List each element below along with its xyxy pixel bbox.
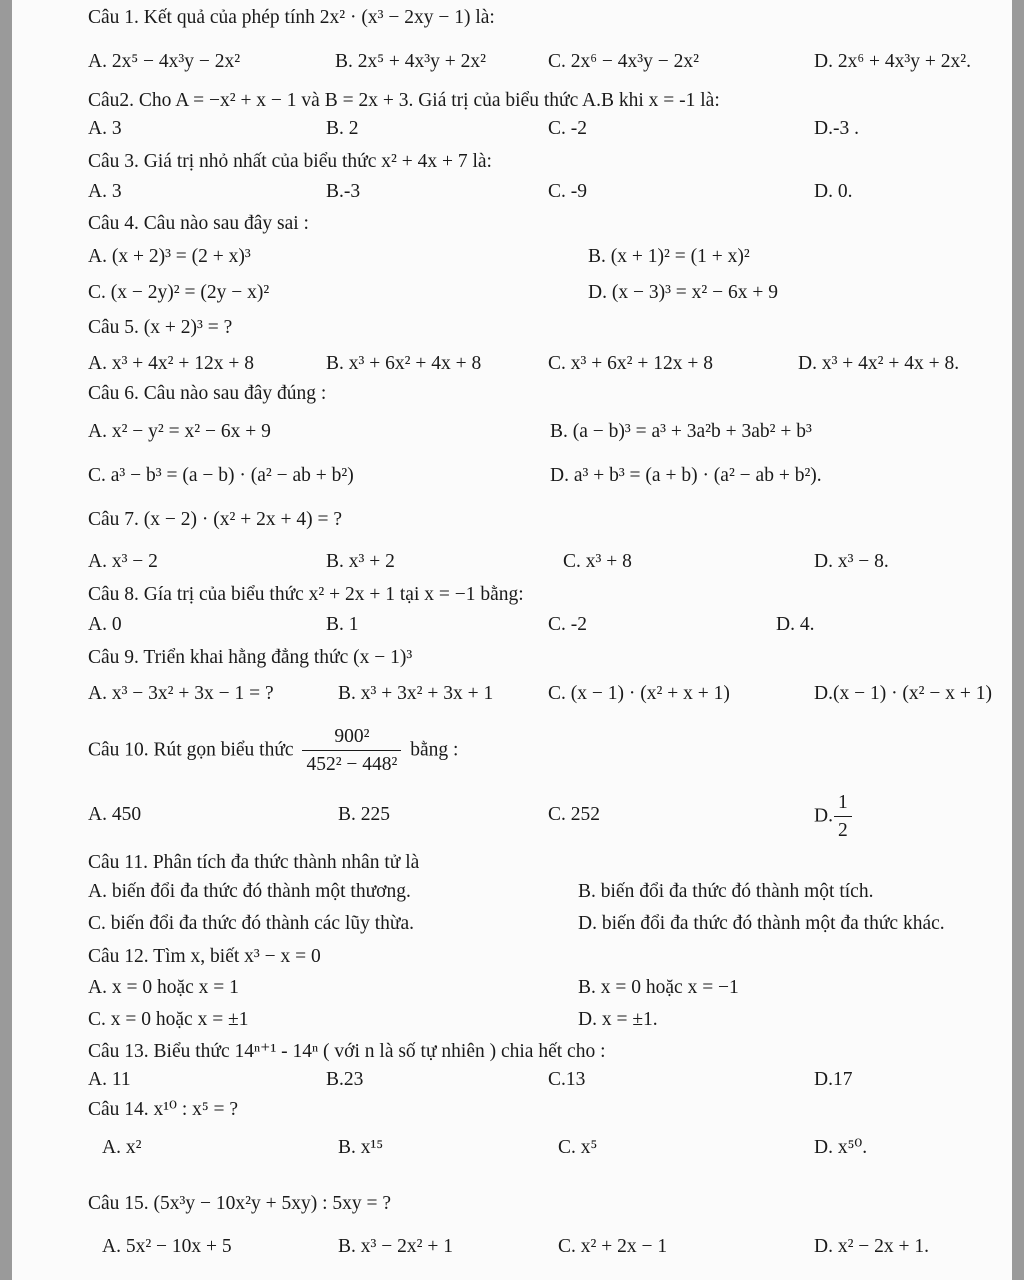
question-11-option-d[interactable]: D. biến đổi đa thức đó thành một đa thức khác.	[578, 913, 945, 934]
question-7-stem: Câu 7. (x − 2) · (x² + 2x + 4) = ?	[88, 509, 342, 530]
worksheet-page	[12, 0, 1012, 1280]
question-9-stem: Câu 9. Triển khai hằng đẳng thức (x − 1)³	[88, 647, 413, 668]
question-13-options	[88, 1068, 998, 1100]
question-1-option-d[interactable]: D. 2x⁶ + 4x³y + 2x².	[814, 51, 971, 72]
question-1-stem: Câu 1. Kết quả của phép tính 2x² · (x³ − 2xy − 1) là:	[88, 7, 495, 28]
question-10-option-a[interactable]: A. 450	[88, 804, 142, 825]
question-12-option-a[interactable]: A. x = 0 hoặc x = 1	[88, 977, 239, 998]
question-14-stem: Câu 14. x¹⁰ : x⁵ = ?	[88, 1099, 239, 1120]
question-9-option-c[interactable]: C. (x − 1) · (x² + x + 1)	[548, 683, 730, 704]
question-10-options	[88, 792, 998, 842]
question-5-option-c[interactable]: C. x³ + 6x² + 12x + 8	[548, 353, 713, 374]
question-7-options	[88, 550, 998, 582]
question-12-stem: Câu 12. Tìm x, biết x³ − x = 0	[88, 946, 321, 967]
question-11-option-c[interactable]: C. biến đổi đa thức đó thành các lũy thừa.	[88, 913, 415, 934]
question-6-options-ab	[88, 420, 998, 452]
question-2-options	[88, 117, 998, 149]
question-7-option-c[interactable]: C. x³ + 8	[563, 551, 632, 572]
question-6-option-d[interactable]: D. a³ + b³ = (a + b) · (a² − ab + b²).	[550, 465, 822, 486]
question-15-option-a[interactable]: A. 5x² − 10x + 5	[102, 1236, 232, 1257]
question-14-options	[88, 1136, 998, 1168]
question-4-option-d[interactable]: D. (x − 3)³ = x² − 6x + 9	[588, 282, 779, 303]
question-1-option-b[interactable]: B. 2x⁵ + 4x³y + 2x²	[335, 51, 486, 72]
question-1-option-a[interactable]: A. 2x⁵ − 4x³y − 2x²	[88, 51, 241, 72]
question-10-stem-after: bằng :	[410, 739, 459, 761]
question-13-option-d[interactable]: D.17	[814, 1069, 853, 1090]
question-10-option-c[interactable]: C. 252	[548, 804, 601, 825]
question-13-stem: Câu 13. Biểu thức 14ⁿ⁺¹ - 14ⁿ ( với n là số tự nhiên ) chia hết cho :	[88, 1041, 606, 1062]
question-5-option-b[interactable]: B. x³ + 6x² + 4x + 8	[326, 353, 482, 374]
question-4-options-ab	[88, 245, 998, 277]
question-11-options-ab	[88, 880, 998, 912]
question-2-option-d[interactable]: D.-3 .	[814, 118, 859, 139]
question-2-option-b[interactable]: B. 2	[326, 118, 359, 139]
question-12-options-ab	[88, 976, 998, 1008]
question-1-option-c[interactable]: C. 2x⁶ − 4x³y − 2x²	[548, 51, 699, 72]
question-6-options-cd	[88, 464, 998, 496]
question-8-option-b[interactable]: B. 1	[326, 614, 359, 635]
question-4-options-cd	[88, 281, 998, 313]
question-4-option-c[interactable]: C. (x − 2y)² = (2y − x)²	[88, 282, 270, 303]
question-10-fraction	[302, 725, 401, 777]
question-10-option-d[interactable]	[814, 791, 856, 843]
question-14-option-c[interactable]: C. x⁵	[558, 1137, 598, 1158]
question-15-option-c[interactable]: C. x² + 2x − 1	[558, 1236, 668, 1257]
question-9-option-a[interactable]: A. x³ − 3x² + 3x − 1 = ?	[88, 683, 274, 704]
question-9-options	[88, 682, 998, 714]
question-4-option-a[interactable]: A. (x + 2)³ = (2 + x)³	[88, 246, 251, 267]
question-3-stem: Câu 3. Giá trị nhỏ nhất của biểu thức x² + 4x + 7 là:	[88, 151, 492, 172]
question-3-options	[88, 180, 998, 212]
question-11-stem: Câu 11. Phân tích đa thức thành nhân tử là	[88, 852, 420, 873]
question-2-stem: Câu2. Cho A = −x² + x − 1 và B = 2x + 3. Giá trị của biểu thức A.B khi x = -1 là:	[88, 90, 720, 111]
question-15-stem: Câu 15. (5x³y − 10x²y + 5xy) : 5xy = ?	[88, 1193, 392, 1214]
question-11-option-b[interactable]: B. biến đổi đa thức đó thành một tích.	[578, 881, 874, 902]
question-13-option-a[interactable]: A. 11	[88, 1069, 131, 1090]
question-15-option-d[interactable]: D. x² − 2x + 1.	[814, 1236, 930, 1257]
question-3-option-c[interactable]: C. -9	[548, 181, 587, 202]
question-4-option-b[interactable]: B. (x + 1)² = (1 + x)²	[588, 246, 750, 267]
question-10-option-d-denominator: 2	[837, 820, 848, 842]
question-12-option-d[interactable]: D. x = ±1.	[578, 1009, 658, 1030]
question-11-options-cd	[88, 912, 998, 944]
question-2-option-c[interactable]: C. -2	[548, 118, 587, 139]
question-7-option-b[interactable]: B. x³ + 2	[326, 551, 395, 572]
question-9-option-b[interactable]: B. x³ + 3x² + 3x + 1	[338, 683, 494, 704]
question-7-option-a[interactable]: A. x³ − 2	[88, 551, 158, 572]
question-14-option-d[interactable]: D. x⁵⁰.	[814, 1137, 868, 1158]
question-3-option-a[interactable]: A. 3	[88, 181, 122, 202]
question-11-option-a[interactable]: A. biến đổi đa thức đó thành một thương.	[88, 881, 411, 902]
question-10-option-d-numerator: 1	[834, 791, 852, 817]
question-7-option-d[interactable]: D. x³ − 8.	[814, 551, 889, 572]
question-4-stem: Câu 4. Câu nào sau đây sai :	[88, 213, 309, 234]
question-13-option-b[interactable]: B.23	[326, 1069, 364, 1090]
question-10-fraction-numerator: 900²	[302, 725, 401, 751]
question-10-option-d-label: D.	[814, 805, 833, 827]
right-border	[1012, 0, 1024, 1280]
question-13-option-c[interactable]: C.13	[548, 1069, 586, 1090]
question-9-option-d[interactable]: D.(x − 1) · (x² − x + 1)	[814, 683, 993, 704]
question-5-stem: Câu 5. (x + 2)³ = ?	[88, 317, 233, 338]
question-14-option-a[interactable]: A. x²	[102, 1137, 142, 1158]
question-6-stem: Câu 6. Câu nào sau đây đúng :	[88, 383, 327, 404]
question-5-option-a[interactable]: A. x³ + 4x² + 12x + 8	[88, 353, 255, 374]
question-3-option-b[interactable]: B.-3	[326, 181, 361, 202]
question-10-stem	[88, 725, 458, 777]
question-14-option-b[interactable]: B. x¹⁵	[338, 1137, 384, 1158]
question-8-option-d[interactable]: D. 4.	[776, 614, 815, 635]
question-6-option-b[interactable]: B. (a − b)³ = a³ + 3a²b + 3ab² + b³	[550, 421, 812, 442]
question-10-option-d-fraction	[834, 791, 852, 843]
question-8-option-a[interactable]: A. 0	[88, 614, 122, 635]
question-12-option-c[interactable]: C. x = 0 hoặc x = ±1	[88, 1009, 249, 1030]
question-1-options	[88, 50, 998, 82]
question-10-option-b[interactable]: B. 225	[338, 804, 391, 825]
question-12-options-cd	[88, 1008, 998, 1040]
question-12-option-b[interactable]: B. x = 0 hoặc x = −1	[578, 977, 739, 998]
question-5-options	[88, 352, 998, 384]
question-8-option-c[interactable]: C. -2	[548, 614, 587, 635]
question-2-option-a[interactable]: A. 3	[88, 118, 122, 139]
question-6-option-c[interactable]: C. a³ − b³ = (a − b) · (a² − ab + b²)	[88, 465, 354, 486]
question-8-options	[88, 613, 998, 645]
left-border	[0, 0, 12, 1280]
question-3-option-d[interactable]: D. 0.	[814, 181, 853, 202]
question-8-stem: Câu 8. Gía trị của biểu thức x² + 2x + 1 tại x = −1 bằng:	[88, 584, 524, 605]
question-5-option-d[interactable]: D. x³ + 4x² + 4x + 8.	[798, 353, 960, 374]
question-15-options	[88, 1235, 998, 1267]
question-15-option-b[interactable]: B. x³ − 2x² + 1	[338, 1236, 453, 1257]
question-6-option-a[interactable]: A. x² − y² = x² − 6x + 9	[88, 421, 271, 442]
question-10-fraction-denominator: 452² − 448²	[306, 754, 398, 776]
question-10-stem-before: Câu 10. Rút gọn biểu thức	[88, 739, 294, 761]
